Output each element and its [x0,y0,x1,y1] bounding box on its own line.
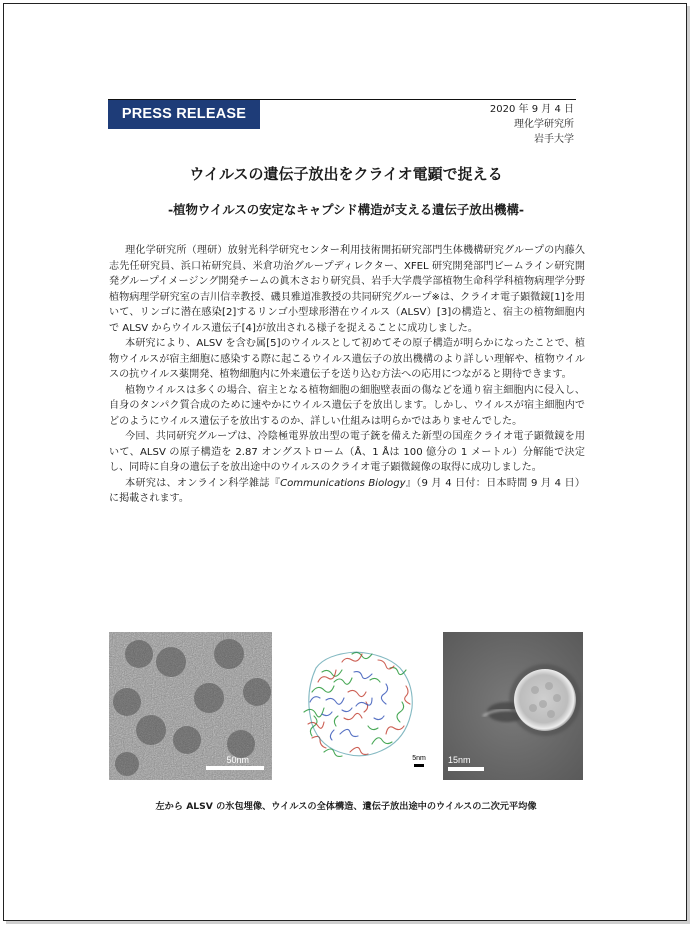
journal-name: Communications Biology [280,477,406,489]
press-release-badge: PRESS RELEASE [108,100,260,129]
release-date: 2020 年 9 月 4 日 [489,104,574,115]
scale-label-2: 5nm [412,755,426,762]
paragraph-5-pre: 本研究は、オンライン科学雑誌『 [125,477,281,489]
organization-riken: 理化学研究所 [514,119,574,130]
organization-iwate: 岩手大学 [534,134,574,145]
paragraph-2: 本研究により、ALSV を含む属[5]のウイルスとして初めてその原子構造が明らかになったことで、植物ウイルスが宿主細胞に感染する際に起こるウイルス遺伝子の放出機構のより詳しい理解や、植物ウイルスの抗ウイルス薬開発、植物細胞内に外来遺伝子を送り込む方法への応用につながると期待できます。 [109,338,585,380]
page-title: ウイルスの遺伝子放出をクライオ電顕で捉える [189,165,503,183]
paragraph-5 [109,476,585,507]
figure-caption: 左から ALSV の氷包埋像、ウイルスの全体構造、遺伝子放出途中のウイルスの二次元平均像 [155,801,537,812]
scale-bar-1 [206,766,264,770]
paragraph-1: 理化学研究所（理研）放射光科学研究センター利用技術開拓研究部門生体機構研究グループの内藤久志先任研究員、浜口祐研究員、米倉功治グループディレクター、XFEL 研究開発部門ビームライン研究開発グループイメージング開発チームの眞木さおり研究員、岩手大学農学部植物生命科学科植物病理学分野植物病理学研究室の吉川信幸教授、磯貝雅道准教授の共同研究グループ※は、クライオ電子顕微鏡[1]を用いて、リンゴに潜在感染[2]するリンゴ小型球形潜在ウイルス（ALSV）[3]の構造と、宿主の植物細胞内で ALSV からウイルス遺伝子[4]が放出される様子を捉えることに成功しました。 [109,245,585,334]
scale-bar-3 [448,767,484,771]
figure-capsid-structure [282,632,432,780]
header-meta [490,102,574,147]
scale-bar-2 [414,764,424,767]
scale-label-3: 15nm [448,755,471,765]
scale-label-1: 50nm [226,755,249,765]
page-subtitle: -植物ウイルスの安定なキャプシド構造が支える遺伝子放出機構- [168,202,524,217]
figure-2d-average [443,632,583,780]
paragraph-5-post: 』（9 月 4 日付：日本時間 9 月 4 日）に掲載されます。 [109,477,585,504]
article-body [109,243,585,507]
figure-cryo-em-micrograph [109,632,272,780]
paragraph-4: 今回、共同研究グループは、冷陰極電界放出型の電子銃を備えた新型の国産クライオ電子顕微鏡を用いて、ALSV の原子構造を 2.87 オングストローム（Å、1 Åは 100 億分の 1 メートル）分解能で決定し、同時に自身の遺伝子を放出途中のウイルスのクライオ電子顕微鏡像の取得に成功しました。 [109,431,585,473]
paragraph-3: 植物ウイルスは多くの場合、宿主となる植物細胞の細胞壁表面の傷などを通り宿主細胞内に侵入し、自身のタンパク質合成のために速やかにウイルス遺伝子を放出します。しかし、ウイルスが宿主細胞内でどのようにウイルス遺伝子を放出するのか、詳しい仕組みは明らかではありませんでした。 [109,384,585,427]
